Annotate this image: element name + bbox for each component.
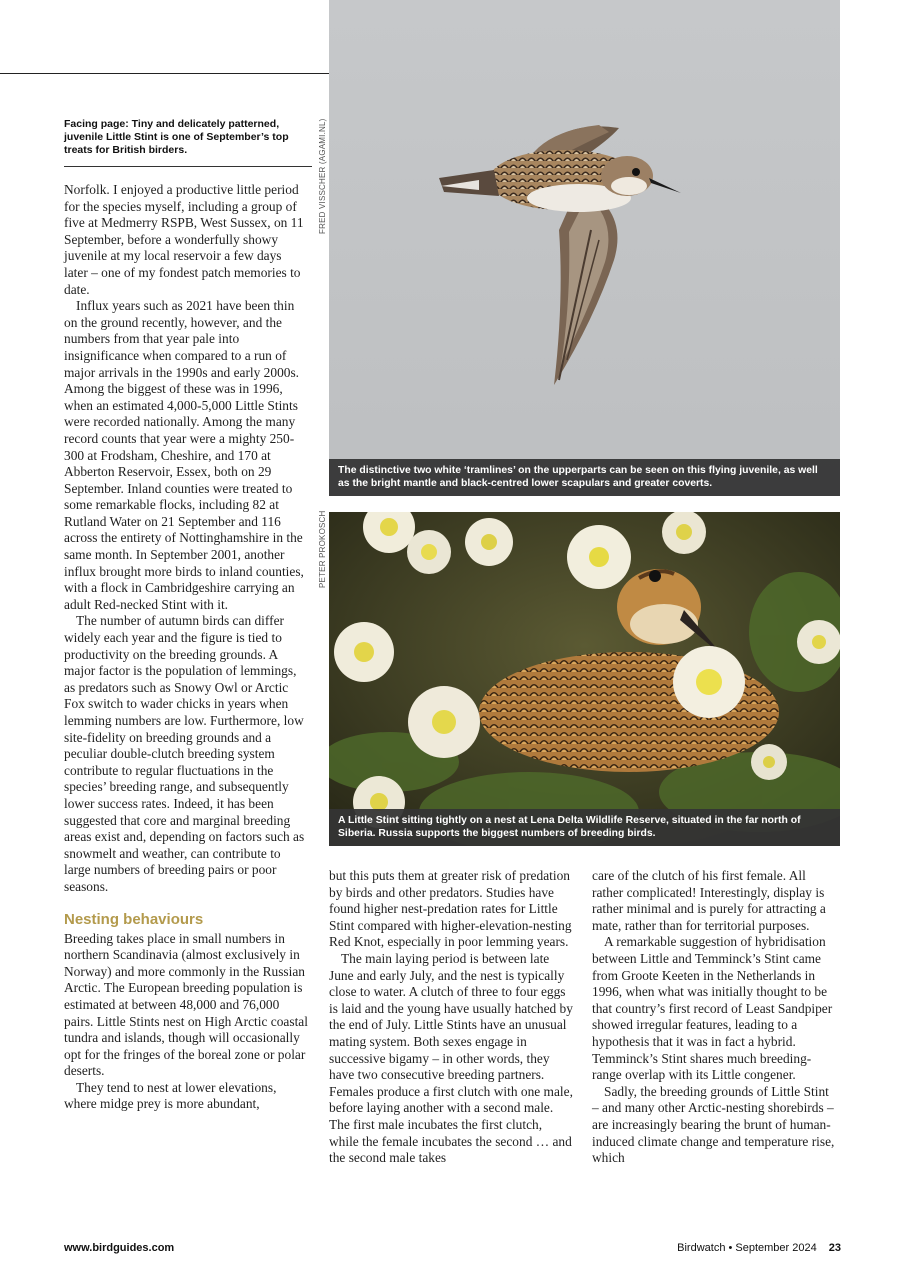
paragraph: Sadly, the breeding grounds of Little Stint – and many other Arctic-nesting shorebirds – are increasingly bearing the brunt of human-induced climate change and temperature rise, which <box>592 1083 835 1166</box>
paragraph: care of the clutch of his first female. All rather complicated! Interestingly, display is rather minimal and is purely for attracting a mate, rather than for territorial purposes. <box>592 868 826 933</box>
paragraph: Influx years such as 2021 have been thin on the ground recently, however, and the numbers from that year pale into insignificance when compared to a run of major arrivals in the 1990s and early 2000s. Among the biggest of these was in 1996, when an estimated 4,000-5,000 Little Stints were recorded nationally. Among the many record counts that year were a mighty 250-300 at Frodsham, Cheshire, and 170 at Abberton Reservoir, Essex, both on 29 September. Inland counties were treated to some remarkable flocks, including 82 at Rutland Water on 21 September and 116 across the entirety of Nottinghamshire in the same month. In September 2001, another influx brought more birds to inland counties, with a flock in Cambridgeshire carrying an adult Red-necked Stint with it. <box>64 298 304 612</box>
photo-credit: PETER PROKOSCH <box>318 510 327 588</box>
page-number: 23 <box>828 1242 841 1254</box>
flying-bird-illustration <box>329 0 840 496</box>
paragraph: Breeding takes place in small numbers in northern Scandinavia (almost exclusively in Norway) and more commonly in the Russian Arctic. The European breeding population is estimated at between 48,000 and 76,000 pairs. Little Stints nest on High Arctic coastal tundra and islands, though will occasionally opt for the fringes of the boreal zone or polar deserts. <box>64 930 308 1079</box>
photo-caption: A Little Stint sitting tightly on a nest at Lena Delta Wildlife Reserve, situated in the far north of Siberia. Russia supports the biggest numbers of breeding birds. <box>329 809 840 846</box>
photo-flying-juvenile <box>329 0 840 496</box>
caption-rule <box>64 166 312 167</box>
photo-caption: The distinctive two white ‘tramlines’ on the upperparts can be seen on this flying juvenile, as well as the bright mantle and black-centred lower scapulars and greater coverts. <box>329 459 840 496</box>
photo-nesting-bird <box>329 512 840 846</box>
footer-url[interactable]: www.birdguides.com <box>64 1242 175 1254</box>
facing-page-caption: Facing page: Tiny and delicately patterned, juvenile Little Stint is one of September’s top treats for British birders. <box>64 118 289 156</box>
top-rule <box>0 73 330 74</box>
paragraph: The main laying period is between late June and early July, and the nest is typically close to water. A clutch of three to four eggs is laid and the young have usually hatched by the end of July. Little Stints have an unusual mating system. Both sexes engage in successive bigamy – in other words, they have two consecutive breeding partners. Females produce a first clutch with one male, before laying another with a second male. The first male incubates the first clutch, while the female incubates the second … and the second male takes <box>329 950 573 1166</box>
nesting-bird-illustration <box>329 512 840 846</box>
section-heading: Nesting behaviours <box>64 910 204 928</box>
text-column-2 <box>329 868 573 1167</box>
photo-credit: FRED VISSCHER (AGAMI.NL) <box>318 118 327 234</box>
text-column-3 <box>592 868 836 1167</box>
paragraph: A remarkable suggestion of hybridisation between Little and Temminck’s Stint came from Groote Keeten in the Netherlands in 1996, when what was initially thought to be that country’s first record of Least Sandpiper showed irregular features, leading to a hypothesis that it was in fact a hybrid. Temminck’s Stint shares much breeding-range overlap with its Little congener. <box>592 934 833 1083</box>
paragraph: The number of autumn birds can differ widely each year and the figure is tied to productivity on the breeding grounds. A major factor is the population of lemmings, as predators such as Snowy Owl or Arctic Fox switch to wader chicks in years when lemming numbers are low. Furthermore, low site-fidelity on breeding grounds and a peculiar double-clutch breeding system contribute to regular fluctuations in the species’ breeding range, and subsequently lower success rates. Indeed, it has been suggested that core and marginal breeding areas exist and, depending on factors such as snowmelt and weather, can contribute to large numbers of breeding pairs or poor seasons. <box>64 613 305 894</box>
issue-label: Birdwatch • September 2024 <box>677 1242 817 1254</box>
paragraph: but this puts them at greater risk of predation by birds and other predators. Studies have found higher nest-predation rates for Little Stint compared with higher-elevation-nesting Red Knot, especially in poor lemming years. <box>329 868 572 950</box>
paragraph: Norfolk. I enjoyed a productive little period for the species myself, including a group of five at Medmerry RSPB, West Sussex, on 11 September, before a wonderfully showy juvenile at my local reservoir a few days later – one of my fondest patch memories to date. <box>64 182 304 297</box>
footer-issue-info <box>677 1242 841 1254</box>
paragraph: They tend to nest at lower elevations, where midge prey is more abundant, <box>64 1079 277 1112</box>
text-column-1 <box>64 182 308 1113</box>
